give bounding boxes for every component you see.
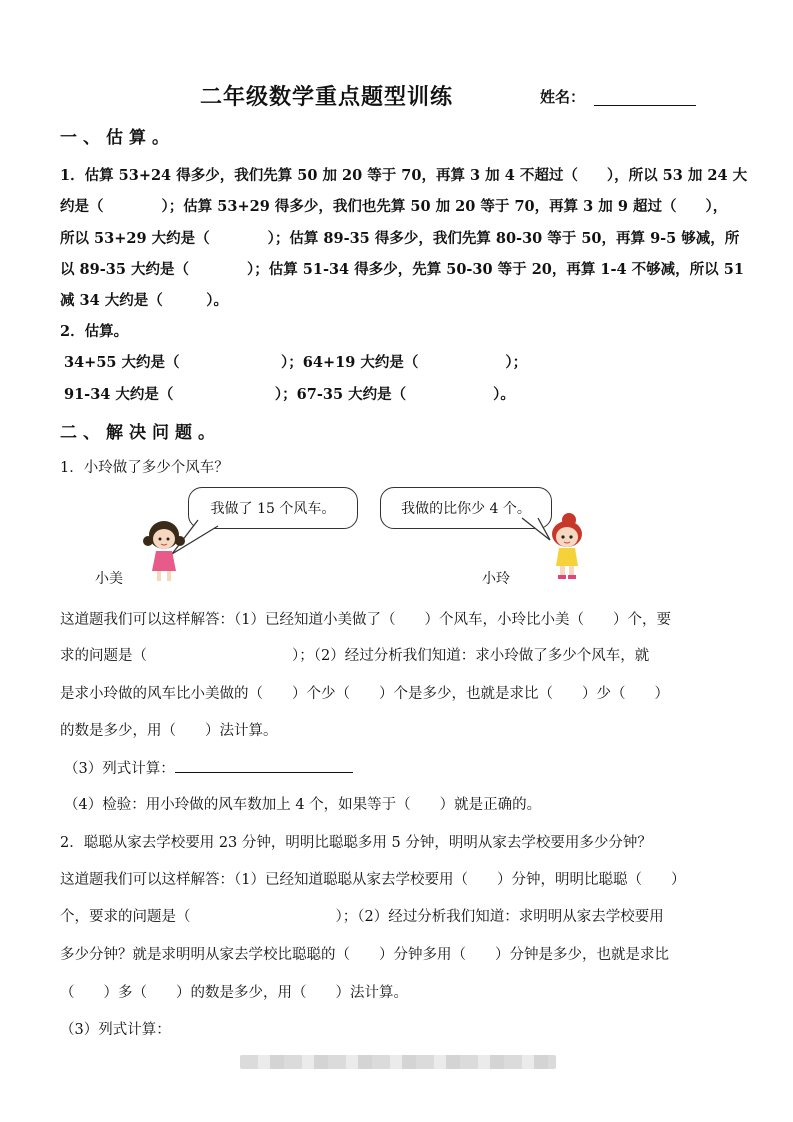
s2-q1-calc-label: （3）列式计算：	[64, 761, 175, 777]
label-xiaomei: 小美	[95, 571, 123, 587]
s2-q1-title: 1．小玲做了多少个风车？	[60, 460, 229, 476]
s2-q2-line-1: 这道题我们可以这样解答：（1）已经知道聪聪从家去学校要用（ ）分钟，明明比聪聪（ ）	[60, 872, 686, 888]
page-title: 二年级数学重点题型训练	[200, 85, 454, 110]
s1-q1-line-3: 所以 53+29 大约是（ ）；估算 89-35 得多少，我们先算 80-30 等于 50，再算 9-5 够减，所	[60, 230, 740, 247]
bubble-right-text: 我做的比你少 4 个。	[401, 501, 531, 517]
s1-q1-line-1: 1．估算 53+24 得多少，我们先算 50 加 20 等于 70，再算 3 加 4 不超过（ ），所以 53 加 24 大	[60, 167, 748, 184]
s2-q1-line-3: 是求小玲做的风车比小美做的（ ）个少（ ）个是多少，也就是求比（ ）少（ ）	[60, 686, 669, 702]
s2-q1-check: （4）检验：用小玲做的风车数加上 4 个，如果等于（ ）就是正确的。	[64, 797, 542, 813]
s1-q1-line-5: 减 34 大约是（ ）。	[60, 292, 229, 309]
s2-q2-calc-cut: （3）列式计算：	[60, 1022, 171, 1038]
s1-q2-row-1: 34+55 大约是（ ）；64+19 大约是（ ）；	[64, 354, 528, 371]
s2-q2-title: 2．聪聪从家去学校要用 23 分钟，明明比聪聪多用 5 分钟，明明从家去学校要用多少分钟？	[60, 835, 652, 851]
section2-heading: 二、解决问题。	[60, 423, 221, 443]
s2-q2-line-2: 个，要求的问题是（ ）；（2）经过分析我们知道：求明明从家去学校要用	[60, 909, 664, 925]
s1-q2-title: 2．估算。	[60, 323, 129, 340]
s1-q1-line-4: 以 89-35 大约是（ ）；估算 51-34 得多少，先算 50-30 等于 20，再算 1-4 不够减，所以 51	[60, 261, 744, 278]
s2-q2-line-3: 多少分钟？就是求明明从家去学校比聪聪的（ ）分钟多用（ ）分钟是多少，也就是求比	[60, 947, 669, 963]
blurred-watermark	[240, 1055, 556, 1069]
s2-q2-line-4: （ ）多（ ）的数是多少，用（ ）法计算。	[60, 985, 408, 1001]
name-label: 姓名：	[540, 88, 586, 106]
s1-q1-line-2: 约是（ ）；估算 53+29 得多少，我们也先算 50 加 20 等于 70，再算 3 加 9 超过（ ），	[60, 198, 728, 215]
s2-q1-line-4: 的数是多少，用（ ）法计算。	[60, 723, 278, 739]
label-xiaoling: 小玲	[482, 571, 510, 587]
section1-heading: 一、估算。	[60, 128, 175, 148]
s2-q1-line-2: 求的问题是（ ）；（2）经过分析我们知道：求小玲做了多少个风车，就	[60, 648, 650, 664]
s2-q1-line-1: 这道题我们可以这样解答：（1）已经知道小美做了（ ）个风车，小玲比小美（ ）个，要	[60, 612, 671, 628]
girl-xiaoling-figure	[545, 510, 590, 584]
name-blank-line[interactable]	[594, 105, 696, 106]
s2-q1-calc-answer-line[interactable]	[175, 772, 353, 773]
s1-q2-row-2: 91-34 大约是（ ）；67-35 大约是（ ）。	[64, 386, 515, 403]
girl-xiaomei-figure	[140, 515, 188, 585]
bubble-left-text: 我做了 15 个风车。	[210, 501, 336, 517]
